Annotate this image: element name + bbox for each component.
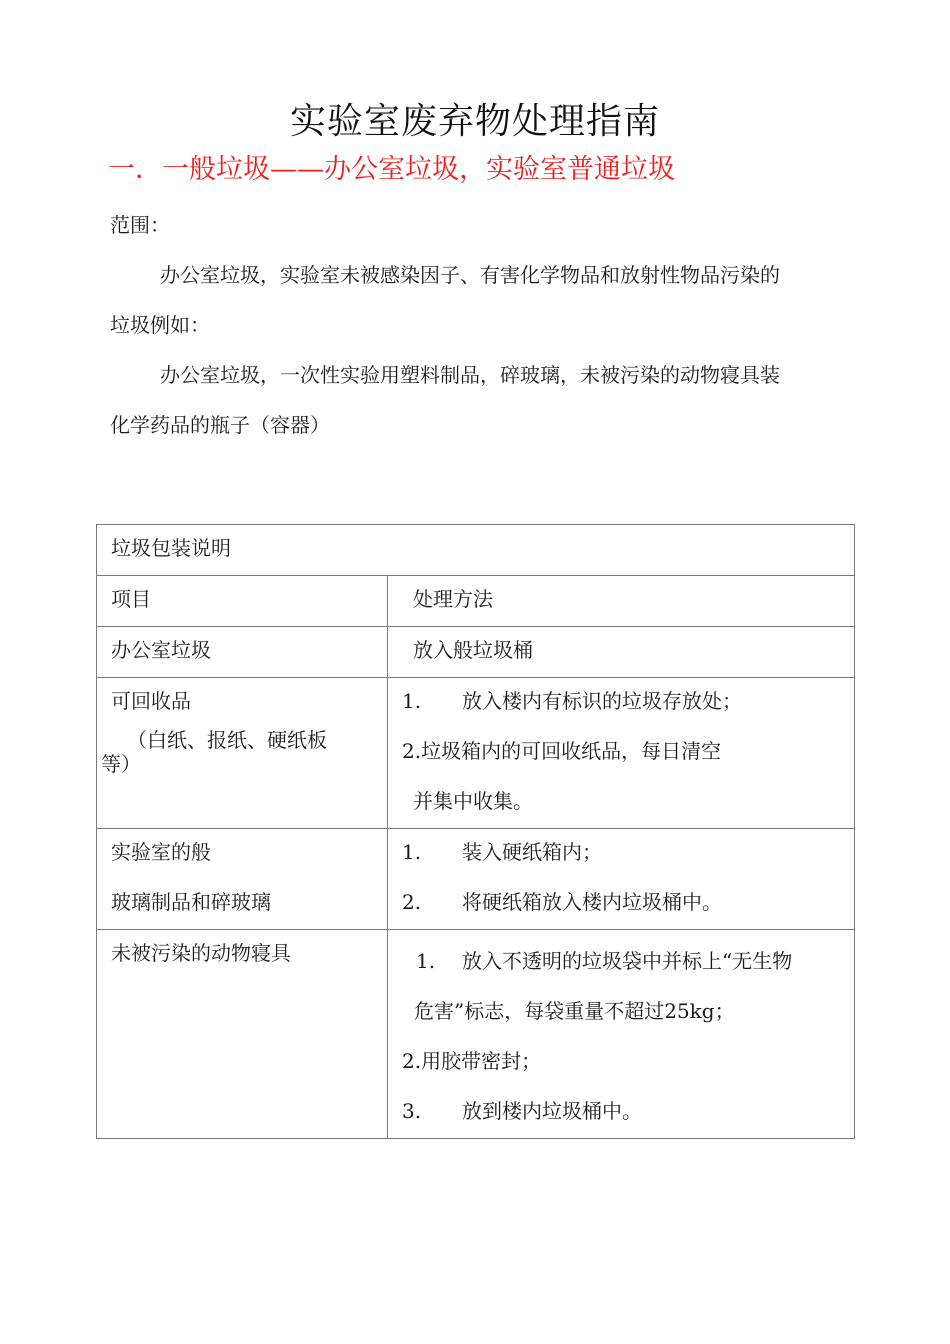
header-cell-item [97, 576, 388, 627]
scope-label: 范围： [110, 213, 170, 237]
step-number: 1. [402, 840, 422, 864]
method-step [388, 678, 854, 728]
item-cell [97, 627, 388, 678]
step-text: 放到楼内垃圾桶中。 [462, 1099, 642, 1123]
table-row [97, 829, 855, 930]
table-caption: 垃圾包装说明 [111, 536, 231, 560]
step-number: 2. [402, 890, 422, 914]
method-cell [388, 930, 855, 1139]
method-step-continued: 并集中收集。 [413, 789, 533, 813]
table-row [97, 930, 855, 1139]
step-number: 1. [416, 949, 436, 973]
step-text: 放入楼内有标识的垃圾存放处； [462, 689, 742, 713]
method-step [388, 829, 854, 879]
item-text: 办公室垃圾 [111, 638, 211, 662]
column-header-item: 项目 [111, 587, 151, 611]
table-caption-cell [97, 525, 855, 576]
page-title: 实验室废弃物处理指南 [289, 101, 660, 142]
item-text: 等） [101, 752, 141, 776]
item-cell [97, 829, 388, 930]
item-text: 可回收品 [111, 689, 191, 713]
step-number: 1. [402, 689, 422, 713]
step-text: 装入硬纸箱内； [462, 840, 602, 864]
examples-text-line-1: 办公室垃圾，一次性实验用塑料制品，碎玻璃，未被污染的动物寝具装 [160, 363, 780, 387]
item-text: 玻璃制品和碎玻璃 [111, 890, 271, 914]
method-text: 放入般垃圾桶 [413, 638, 533, 662]
item-text: （白纸、报纸、硬纸板 [127, 728, 327, 752]
table-row [97, 678, 855, 829]
method-cell [388, 627, 855, 678]
examples-text-line-2: 化学药品的瓶子（容器） [110, 413, 330, 437]
item-cell [97, 930, 388, 1139]
item-text: 未被污染的动物寝具 [111, 941, 291, 965]
section-heading: 一．一般垃圾——办公室垃圾，实验室普通垃圾 [108, 154, 675, 185]
method-cell [388, 829, 855, 930]
header-cell-method [388, 576, 855, 627]
scope-text-line-1: 办公室垃圾，实验室未被感染因子、有害化学物品和放射性物品污染的 [160, 263, 780, 287]
method-step-continued: 危害”标志，每袋重量不超过25kg； [414, 999, 735, 1023]
method-step: 2.用胶带密封； [402, 1049, 542, 1073]
item-text: 实验室的般 [111, 840, 211, 864]
method-step: 2.垃圾箱内的可回收纸品，每日清空 [402, 739, 722, 763]
method-step [388, 938, 854, 988]
column-header-method: 处理方法 [413, 587, 493, 611]
table-header-row [97, 576, 855, 627]
packaging-table [96, 524, 855, 1139]
step-text: 放入不透明的垃圾袋中并标上“无生物 [462, 949, 793, 973]
table-caption-row [97, 525, 855, 576]
method-step [388, 1088, 854, 1138]
scope-text-line-2: 垃圾例如： [110, 313, 210, 337]
step-text: 将硬纸箱放入楼内垃圾桶中。 [462, 890, 722, 914]
method-cell [388, 678, 855, 829]
item-cell [97, 678, 388, 829]
method-step [388, 879, 854, 929]
table-row [97, 627, 855, 678]
step-number: 3. [402, 1099, 422, 1123]
